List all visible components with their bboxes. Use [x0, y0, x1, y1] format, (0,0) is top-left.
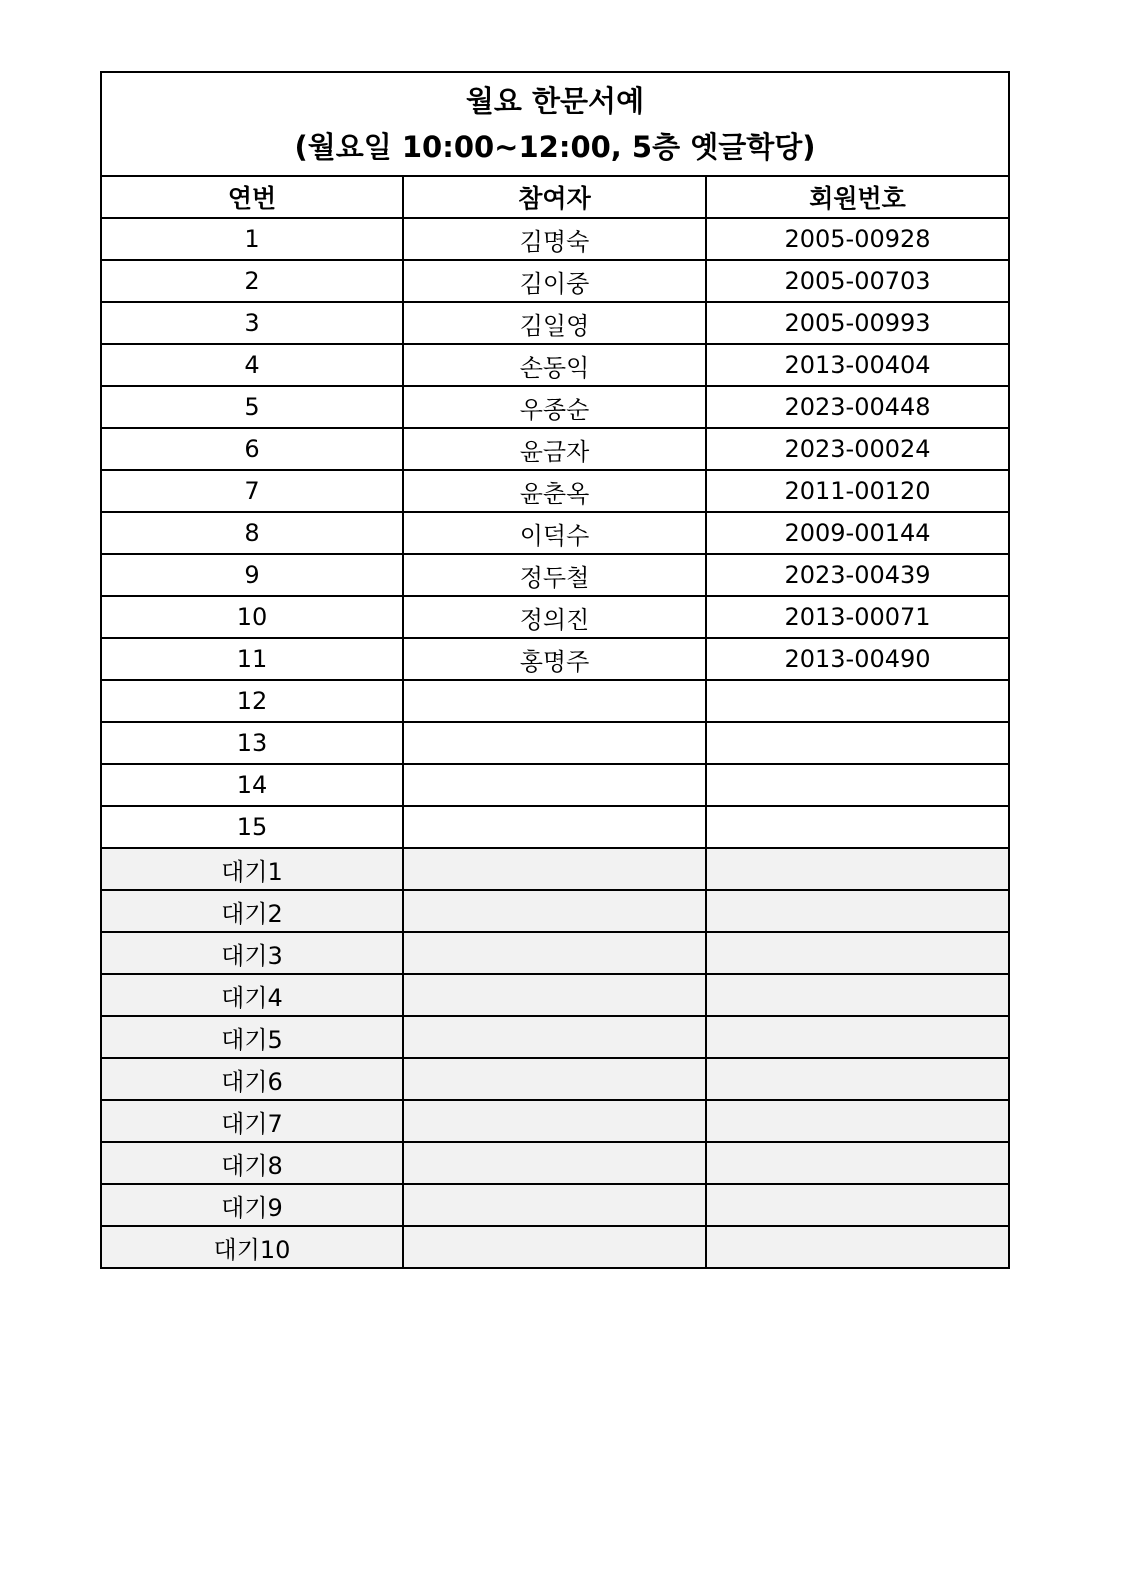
cell-number: 대기7: [101, 1100, 403, 1142]
cell-participant: [403, 848, 706, 890]
cell-member-id: [706, 890, 1009, 932]
cell-member-id: 2013-00490: [706, 638, 1009, 680]
cell-participant: 이덕수: [403, 512, 706, 554]
cell-participant: 김명숙: [403, 218, 706, 260]
cell-participant: [403, 1016, 706, 1058]
cell-participant: 우종순: [403, 386, 706, 428]
cell-number: 13: [101, 722, 403, 764]
cell-number: 1: [101, 218, 403, 260]
cell-participant: 윤금자: [403, 428, 706, 470]
header-row: [101, 176, 1009, 218]
cell-participant: [403, 890, 706, 932]
cell-member-id: [706, 1226, 1009, 1268]
cell-participant: 정두철: [403, 554, 706, 596]
cell-member-id: 2023-00448: [706, 386, 1009, 428]
table-row: [101, 428, 1009, 470]
waitlist-row: [101, 890, 1009, 932]
header-member-id: 회원번호: [706, 176, 1009, 218]
header-participant: 참여자: [403, 176, 706, 218]
cell-number: 4: [101, 344, 403, 386]
waitlist-row: [101, 1058, 1009, 1100]
cell-participant: 김일영: [403, 302, 706, 344]
waitlist-row: [101, 974, 1009, 1016]
cell-participant: [403, 1184, 706, 1226]
cell-number: 대기5: [101, 1016, 403, 1058]
cell-participant: 정의진: [403, 596, 706, 638]
cell-participant: [403, 764, 706, 806]
cell-member-id: [706, 1058, 1009, 1100]
cell-participant: [403, 680, 706, 722]
cell-member-id: 2023-00024: [706, 428, 1009, 470]
roster-body: [101, 218, 1009, 1268]
cell-number: 대기4: [101, 974, 403, 1016]
cell-member-id: [706, 932, 1009, 974]
waitlist-row: [101, 1226, 1009, 1268]
waitlist-row: [101, 1142, 1009, 1184]
cell-number: 7: [101, 470, 403, 512]
title-row: [101, 72, 1009, 176]
cell-member-id: [706, 806, 1009, 848]
cell-number: 대기1: [101, 848, 403, 890]
cell-participant: 윤춘옥: [403, 470, 706, 512]
table-row: [101, 218, 1009, 260]
cell-number: 대기9: [101, 1184, 403, 1226]
cell-participant: [403, 806, 706, 848]
cell-member-id: [706, 722, 1009, 764]
cell-number: 대기3: [101, 932, 403, 974]
table-row: [101, 260, 1009, 302]
cell-member-id: 2013-00071: [706, 596, 1009, 638]
table-row: [101, 722, 1009, 764]
cell-participant: 김이중: [403, 260, 706, 302]
header-number: 연번: [101, 176, 403, 218]
table-row: [101, 680, 1009, 722]
cell-member-id: [706, 848, 1009, 890]
cell-number: 10: [101, 596, 403, 638]
cell-number: 5: [101, 386, 403, 428]
table-row: [101, 596, 1009, 638]
cell-participant: [403, 932, 706, 974]
cell-member-id: 2013-00404: [706, 344, 1009, 386]
table-row: [101, 386, 1009, 428]
cell-member-id: [706, 1142, 1009, 1184]
table-row: [101, 638, 1009, 680]
cell-number: 14: [101, 764, 403, 806]
waitlist-row: [101, 1016, 1009, 1058]
cell-number: 9: [101, 554, 403, 596]
table-row: [101, 764, 1009, 806]
table-row: [101, 806, 1009, 848]
cell-member-id: [706, 764, 1009, 806]
cell-member-id: [706, 680, 1009, 722]
table-row: [101, 302, 1009, 344]
waitlist-row: [101, 1184, 1009, 1226]
cell-member-id: 2005-00703: [706, 260, 1009, 302]
cell-member-id: 2009-00144: [706, 512, 1009, 554]
cell-participant: [403, 1100, 706, 1142]
waitlist-row: [101, 1100, 1009, 1142]
cell-member-id: [706, 1184, 1009, 1226]
table-row: [101, 512, 1009, 554]
cell-number: 대기8: [101, 1142, 403, 1184]
table-row: [101, 344, 1009, 386]
table-row: [101, 470, 1009, 512]
cell-participant: 홍명주: [403, 638, 706, 680]
title-line-1: 월요 한문서예: [465, 84, 645, 118]
cell-member-id: [706, 1100, 1009, 1142]
cell-number: 12: [101, 680, 403, 722]
cell-number: 6: [101, 428, 403, 470]
cell-number: 대기6: [101, 1058, 403, 1100]
cell-participant: 손동익: [403, 344, 706, 386]
cell-number: 대기2: [101, 890, 403, 932]
cell-number: 11: [101, 638, 403, 680]
waitlist-row: [101, 932, 1009, 974]
table-row: [101, 554, 1009, 596]
cell-member-id: 2005-00928: [706, 218, 1009, 260]
cell-number: 2: [101, 260, 403, 302]
cell-number: 15: [101, 806, 403, 848]
cell-member-id: 2005-00993: [706, 302, 1009, 344]
cell-participant: [403, 1226, 706, 1268]
cell-member-id: 2011-00120: [706, 470, 1009, 512]
cell-number: 8: [101, 512, 403, 554]
cell-participant: [403, 1142, 706, 1184]
cell-member-id: 2023-00439: [706, 554, 1009, 596]
cell-member-id: [706, 974, 1009, 1016]
cell-participant: [403, 974, 706, 1016]
cell-number: 대기10: [101, 1226, 403, 1268]
cell-participant: [403, 1058, 706, 1100]
title-line-2: (월요일 10:00~12:00, 5층 옛글학당): [294, 130, 816, 164]
waitlist-row: [101, 848, 1009, 890]
table-title: [101, 72, 1009, 176]
cell-number: 3: [101, 302, 403, 344]
cell-participant: [403, 722, 706, 764]
attendance-table: [100, 71, 1010, 1269]
cell-member-id: [706, 1016, 1009, 1058]
